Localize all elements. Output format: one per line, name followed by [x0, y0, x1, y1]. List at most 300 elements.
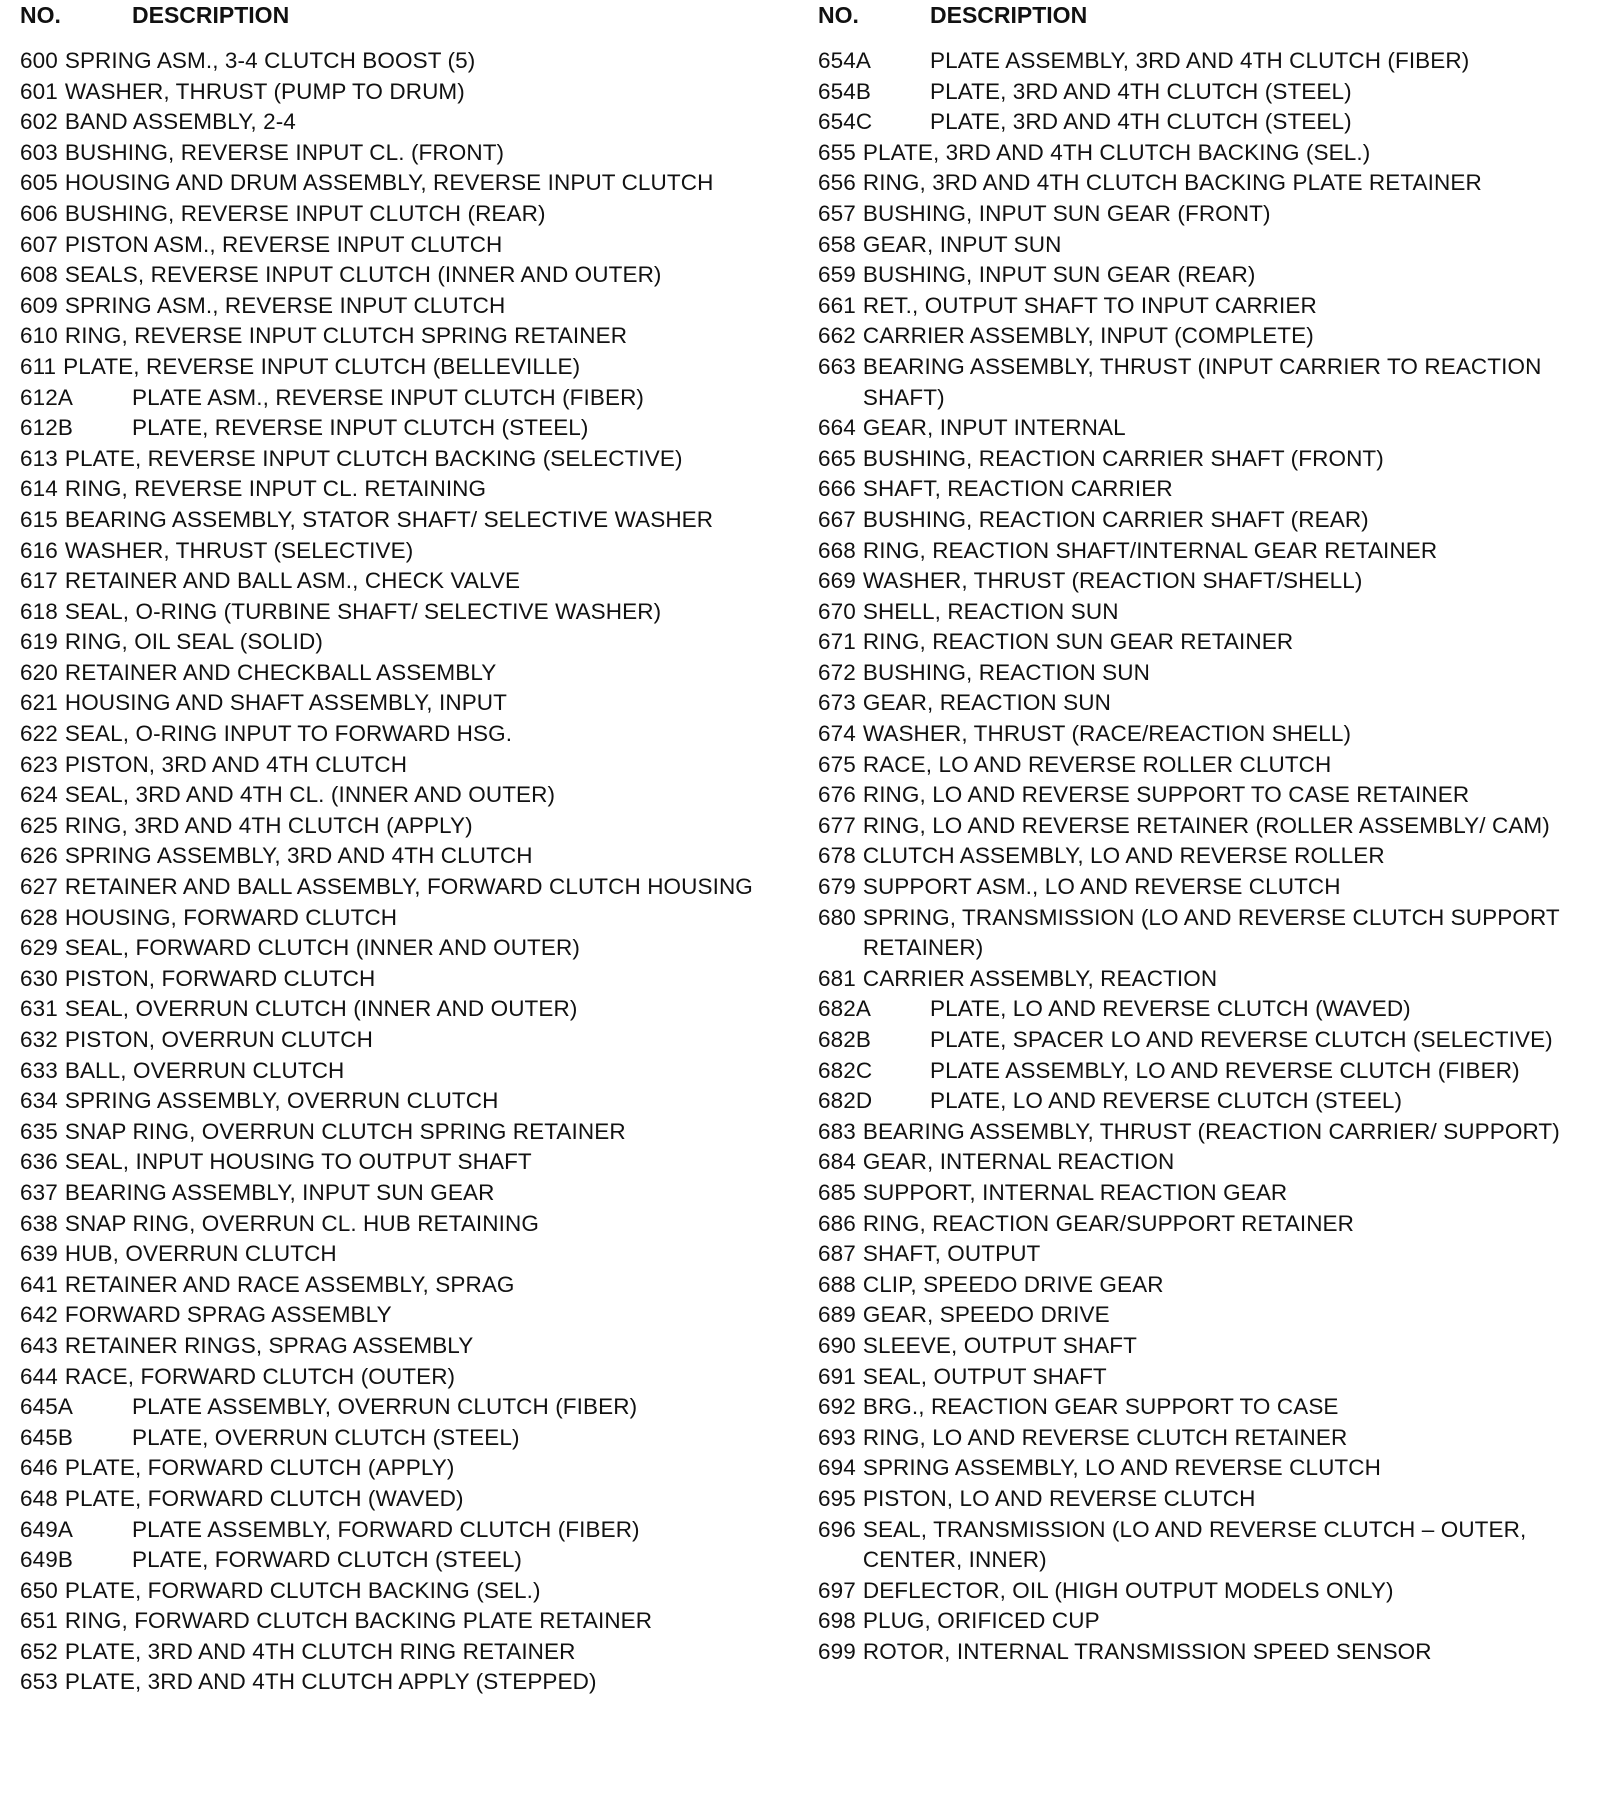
part-number: 638: [20, 1210, 58, 1236]
list-item: [818, 1270, 1588, 1301]
list-item: [20, 1515, 780, 1546]
part-description: SEAL, OVERRUN CLUTCH (INNER AND OUTER): [64, 996, 578, 1022]
part-description: PLATE, LO AND REVERSE CLUTCH (STEEL): [930, 1088, 1403, 1114]
list-item: [20, 658, 780, 689]
part-description: CARRIER ASSEMBLY, REACTION: [862, 965, 1218, 991]
part-description: BUSHING, REVERSE INPUT CL. (FRONT): [64, 139, 505, 165]
part-number: 607: [20, 231, 58, 257]
part-description: SEAL, FORWARD CLUTCH (INNER AND OUTER): [64, 935, 580, 961]
list-item: [818, 168, 1588, 199]
part-number: 673: [818, 690, 856, 716]
part-number: 618: [20, 598, 58, 624]
part-description: PLUG, ORIFICED CUP: [862, 1608, 1100, 1634]
list-item: [818, 107, 1588, 138]
part-number: 629: [20, 935, 58, 961]
part-description: BAND ASSEMBLY, 2-4: [64, 109, 296, 135]
list-item: [818, 1117, 1588, 1148]
list-item: [20, 1086, 780, 1117]
part-number: 648: [20, 1485, 58, 1511]
part-number: 686: [818, 1210, 856, 1236]
list-item: [818, 903, 1588, 964]
part-number: 678: [818, 843, 856, 869]
list-item: [20, 872, 780, 903]
part-number: 637: [20, 1179, 58, 1205]
part-description: PLATE, LO AND REVERSE CLUTCH (WAVED): [930, 996, 1411, 1022]
part-number: 657: [818, 200, 856, 226]
part-number: 639: [20, 1241, 58, 1267]
list-item: [20, 199, 780, 230]
part-description: SEAL, 3RD AND 4TH CL. (INNER AND OUTER): [64, 782, 556, 808]
part-description: RING, LO AND REVERSE CLUTCH RETAINER: [862, 1424, 1348, 1450]
part-number: 655: [818, 139, 856, 165]
list-item: [20, 750, 780, 781]
part-number: 617: [20, 568, 58, 594]
part-number: 620: [20, 659, 58, 685]
part-description: GEAR, SPEEDO DRIVE: [862, 1302, 1110, 1328]
part-number: 676: [818, 782, 856, 808]
part-number: 610: [20, 323, 58, 349]
list-item: [818, 46, 1588, 77]
part-number: 603: [20, 139, 58, 165]
part-number: 681: [818, 965, 856, 991]
part-number: 630: [20, 965, 58, 991]
part-description: WASHER, THRUST (PUMP TO DRUM): [64, 78, 465, 104]
part-description: RING, REACTION GEAR/SUPPORT RETAINER: [862, 1210, 1355, 1236]
list-item: [818, 872, 1588, 903]
part-number: 622: [20, 721, 58, 747]
list-item: [818, 750, 1588, 781]
list-item: [20, 1423, 780, 1454]
list-item: [818, 1178, 1588, 1209]
part-description: SNAP RING, OVERRUN CLUTCH SPRING RETAINER: [64, 1118, 626, 1144]
parts-list-right-column: [818, 0, 1588, 1667]
part-number: 669: [818, 568, 856, 594]
list-item: [20, 1147, 780, 1178]
part-description: BUSHING, REACTION CARRIER SHAFT (FRONT): [862, 445, 1384, 471]
list-item: [818, 1239, 1588, 1270]
part-number: 636: [20, 1149, 58, 1175]
part-number: 654B: [818, 78, 871, 104]
part-description: WASHER, THRUST (SELECTIVE): [64, 537, 414, 563]
part-number: 644: [20, 1363, 58, 1389]
list-item: [20, 1117, 780, 1148]
list-item: [20, 1484, 780, 1515]
part-description: PLATE, 3RD AND 4TH CLUTCH APPLY (STEPPED): [64, 1669, 597, 1695]
part-number: 679: [818, 874, 856, 900]
part-description: HOUSING, FORWARD CLUTCH: [64, 904, 398, 930]
list-item: [20, 994, 780, 1025]
part-number: 624: [20, 782, 58, 808]
part-description: SPRING ASSEMBLY, LO AND REVERSE CLUTCH: [862, 1455, 1381, 1481]
part-number: 619: [20, 629, 58, 655]
part-number: 614: [20, 476, 58, 502]
no-header: NO.: [818, 2, 859, 28]
part-description: SHAFT, REACTION CARRIER: [862, 476, 1173, 502]
list-item: [818, 1484, 1588, 1515]
part-description: BRG., REACTION GEAR SUPPORT TO CASE: [862, 1394, 1339, 1420]
part-description: SLEEVE, OUTPUT SHAFT: [862, 1332, 1137, 1358]
part-description: RACE, FORWARD CLUTCH (OUTER): [64, 1363, 456, 1389]
list-item: [818, 1025, 1588, 1056]
list-item: [20, 321, 780, 352]
part-number: 645A: [20, 1394, 73, 1420]
part-number: 628: [20, 904, 58, 930]
part-description: PLATE, 3RD AND 4TH CLUTCH RING RETAINER: [64, 1638, 576, 1664]
part-number: 658: [818, 231, 856, 257]
part-number: 699: [818, 1638, 856, 1664]
part-number: 675: [818, 751, 856, 777]
part-description: PLATE, 3RD AND 4TH CLUTCH BACKING (SEL.): [862, 139, 1371, 165]
part-number: 642: [20, 1302, 58, 1328]
part-number: 602: [20, 109, 58, 135]
list-item: [818, 597, 1588, 628]
part-number: 632: [20, 1027, 58, 1052]
part-number: 691: [818, 1363, 856, 1389]
part-number: 612A: [20, 384, 73, 410]
part-description: BEARING ASSEMBLY, THRUST (REACTION CARRIER/ SUPPORT): [862, 1118, 1560, 1144]
parts-list-left-column: [20, 0, 780, 1698]
part-number: 692: [818, 1394, 856, 1420]
list-item: [818, 1423, 1588, 1454]
list-item: [818, 658, 1588, 689]
list-item: [20, 77, 780, 108]
parts-list: [818, 46, 1588, 1667]
list-item: [20, 383, 780, 414]
part-number: 659: [818, 262, 856, 288]
part-number: 684: [818, 1149, 856, 1175]
part-description: SEAL, INPUT HOUSING TO OUTPUT SHAFT: [64, 1149, 532, 1175]
part-number: 682C: [818, 1057, 873, 1083]
list-item: [20, 1056, 780, 1087]
part-description: SPRING ASM., REVERSE INPUT CLUTCH: [64, 292, 506, 318]
part-number: 662: [818, 323, 856, 349]
part-description: SEAL, O-RING INPUT TO FORWARD HSG.: [64, 721, 513, 747]
part-number: 677: [818, 812, 856, 838]
part-description: PLATE, SPACER LO AND REVERSE CLUTCH (SELECTIVE): [930, 1027, 1553, 1052]
part-description: FORWARD SPRAG ASSEMBLY: [64, 1302, 392, 1328]
part-number: 698: [818, 1608, 856, 1634]
part-description: SHELL, REACTION SUN: [862, 598, 1119, 624]
list-item: [20, 536, 780, 567]
part-description: CLIP, SPEEDO DRIVE GEAR: [862, 1271, 1164, 1297]
part-description: HUB, OVERRUN CLUTCH: [64, 1241, 337, 1267]
list-item: [818, 566, 1588, 597]
part-number: 682A: [818, 996, 871, 1022]
part-number: 667: [818, 506, 856, 532]
part-description: PLATE, FORWARD CLUTCH BACKING (SEL.): [64, 1577, 541, 1603]
list-item: [818, 260, 1588, 291]
part-description: CARRIER ASSEMBLY, INPUT (COMPLETE): [862, 323, 1314, 349]
part-number: 683: [818, 1118, 856, 1144]
part-number: 656: [818, 170, 856, 196]
list-item: [20, 1209, 780, 1240]
part-number: 672: [818, 659, 856, 685]
part-description: BUSHING, INPUT SUN GEAR (FRONT): [862, 200, 1271, 226]
part-description: RING, FORWARD CLUTCH BACKING PLATE RETAINER: [64, 1608, 653, 1634]
list-item: [20, 1331, 780, 1362]
list-item: [20, 1178, 780, 1209]
list-item: [20, 168, 780, 199]
list-item: [20, 841, 780, 872]
part-description: RETAINER AND BALL ASM., CHECK VALVE: [64, 568, 521, 594]
part-description: BUSHING, REACTION CARRIER SHAFT (REAR): [862, 506, 1369, 532]
part-description: CLUTCH ASSEMBLY, LO AND REVERSE ROLLER: [862, 843, 1385, 869]
part-number: 682B: [818, 1027, 871, 1052]
part-description: PLATE, 3RD AND 4TH CLUTCH (STEEL): [930, 109, 1352, 135]
part-description: SUPPORT ASM., LO AND REVERSE CLUTCH: [862, 874, 1341, 900]
part-number: 697: [818, 1577, 856, 1603]
list-item: [20, 138, 780, 169]
list-item: [818, 199, 1588, 230]
part-description: RET., OUTPUT SHAFT TO INPUT CARRIER: [862, 292, 1317, 318]
part-number: 643: [20, 1332, 58, 1358]
list-item: [818, 994, 1588, 1025]
list-item: [818, 77, 1588, 108]
part-description: PISTON ASM., REVERSE INPUT CLUTCH: [64, 231, 503, 257]
list-item: [20, 688, 780, 719]
part-description: GEAR, INTERNAL REACTION: [862, 1149, 1175, 1175]
part-number: 625: [20, 812, 58, 838]
part-number: 651: [20, 1608, 58, 1634]
part-number: 688: [818, 1271, 856, 1297]
part-description: SNAP RING, OVERRUN CL. HUB RETAINING: [64, 1210, 539, 1236]
list-item: [20, 933, 780, 964]
list-item: [818, 780, 1588, 811]
no-header: NO.: [20, 2, 61, 28]
list-item: [20, 1362, 780, 1393]
part-number: 606: [20, 200, 58, 226]
list-item: [818, 719, 1588, 750]
part-number: 601: [20, 78, 58, 104]
list-item: [20, 597, 780, 628]
part-number: 626: [20, 843, 58, 869]
part-number: 633: [20, 1057, 58, 1083]
list-item: [818, 841, 1588, 872]
part-description: PLATE, FORWARD CLUTCH (WAVED): [64, 1485, 464, 1511]
list-item: [20, 1300, 780, 1331]
list-item: [818, 1392, 1588, 1423]
part-description: WASHER, THRUST (REACTION SHAFT/SHELL): [862, 568, 1363, 594]
part-description: RETAINER AND CHECKBALL ASSEMBLY: [64, 659, 497, 685]
part-number: 695: [818, 1485, 856, 1511]
part-number: 653: [20, 1669, 58, 1695]
part-number: 600: [20, 48, 58, 73]
list-item: [20, 107, 780, 138]
part-description: RACE, LO AND REVERSE ROLLER CLUTCH: [862, 751, 1332, 777]
list-item: [20, 1453, 780, 1484]
part-description: BEARING ASSEMBLY, INPUT SUN GEAR: [64, 1179, 495, 1205]
list-item: [20, 1545, 780, 1576]
part-description: RING, REVERSE INPUT CL. RETAINING: [64, 476, 487, 502]
list-item: [818, 1331, 1588, 1362]
list-item: [818, 1515, 1588, 1576]
part-number: 654A: [818, 48, 871, 73]
part-description: PISTON, FORWARD CLUTCH: [64, 965, 376, 991]
part-description: SEALS, REVERSE INPUT CLUTCH (INNER AND OUTER): [64, 262, 662, 288]
list-item: [20, 719, 780, 750]
list-item: [20, 46, 780, 77]
part-description: PLATE, OVERRUN CLUTCH (STEEL): [132, 1424, 520, 1450]
part-number: 682D: [818, 1088, 873, 1114]
list-item: [818, 1453, 1588, 1484]
part-description: SEAL, OUTPUT SHAFT: [862, 1363, 1107, 1389]
part-number: 652: [20, 1638, 58, 1664]
part-description: WASHER, THRUST (RACE/REACTION SHELL): [862, 721, 1352, 747]
list-item: [20, 1576, 780, 1607]
list-item: [818, 444, 1588, 475]
part-description: RING, LO AND REVERSE SUPPORT TO CASE RETAINER: [862, 782, 1470, 808]
part-description: RING, LO AND REVERSE RETAINER (ROLLER ASSEMBLY/ CAM): [862, 812, 1550, 838]
part-description: RETAINER RINGS, SPRAG ASSEMBLY: [64, 1332, 474, 1358]
part-number: 685: [818, 1179, 856, 1205]
part-description: GEAR, INPUT SUN: [862, 231, 1062, 257]
list-item: [818, 1147, 1588, 1178]
list-item: [818, 811, 1588, 842]
part-number: 670: [818, 598, 856, 624]
part-number: 694: [818, 1455, 856, 1481]
part-number: 654C: [818, 109, 873, 135]
list-item: [20, 1667, 780, 1698]
part-number: 664: [818, 415, 856, 441]
list-item: [20, 964, 780, 995]
part-number: 689: [818, 1302, 856, 1328]
part-description: SUPPORT, INTERNAL REACTION GEAR: [862, 1179, 1288, 1205]
part-description: BUSHING, REACTION SUN: [862, 659, 1150, 685]
part-description: PLATE, FORWARD CLUTCH (APPLY): [64, 1455, 455, 1481]
part-number: 650: [20, 1577, 58, 1603]
description-header: DESCRIPTION: [930, 2, 1088, 28]
part-description: PLATE ASSEMBLY, FORWARD CLUTCH (FIBER): [132, 1516, 640, 1542]
part-number: 631: [20, 996, 58, 1022]
list-item: [20, 811, 780, 842]
part-number: 663: [818, 353, 856, 379]
part-description: GEAR, INPUT INTERNAL: [862, 415, 1126, 441]
list-item: [818, 1209, 1588, 1240]
part-description: PISTON, OVERRUN CLUTCH: [64, 1027, 373, 1052]
list-item: [20, 1239, 780, 1270]
part-number: 608: [20, 262, 58, 288]
part-number: 680: [818, 904, 856, 930]
part-description: RING, OIL SEAL (SOLID): [64, 629, 323, 655]
part-description: SPRING ASSEMBLY, OVERRUN CLUTCH: [64, 1088, 499, 1114]
list-item: [818, 1300, 1588, 1331]
part-description: SEAL, O-RING (TURBINE SHAFT/ SELECTIVE WASHER): [64, 598, 662, 624]
part-number: 649A: [20, 1516, 73, 1542]
description-header: DESCRIPTION: [132, 2, 290, 28]
part-description: PLATE, FORWARD CLUTCH (STEEL): [132, 1547, 523, 1573]
list-item: [20, 903, 780, 934]
part-description: HOUSING AND SHAFT ASSEMBLY, INPUT: [64, 690, 508, 716]
list-item: [20, 230, 780, 261]
part-number: 621: [20, 690, 58, 716]
list-item: [818, 964, 1588, 995]
list-item: [20, 260, 780, 291]
part-description: PLATE, REVERSE INPUT CLUTCH (STEEL): [132, 415, 589, 441]
list-item: [818, 230, 1588, 261]
list-item: [818, 627, 1588, 658]
part-description: PISTON, LO AND REVERSE CLUTCH: [862, 1485, 1256, 1511]
part-number: 696: [818, 1516, 856, 1542]
list-item: [20, 474, 780, 505]
column-header: [818, 0, 1588, 34]
part-description: RETAINER AND BALL ASSEMBLY, FORWARD CLUTCH HOUSING: [64, 874, 753, 900]
part-description: GEAR, REACTION SUN: [862, 690, 1111, 716]
list-item: [20, 780, 780, 811]
part-description: PLATE, 3RD AND 4TH CLUTCH (STEEL): [930, 78, 1352, 104]
part-number: 634: [20, 1088, 58, 1114]
part-description: BUSHING, INPUT SUN GEAR (REAR): [862, 262, 1256, 288]
part-description: RETAINER AND RACE ASSEMBLY, SPRAG: [64, 1271, 515, 1297]
part-number: 665: [818, 445, 856, 471]
list-item: [818, 1606, 1588, 1637]
part-number: 609: [20, 292, 58, 318]
part-description: SPRING, TRANSMISSION (LO AND REVERSE CLUTCH SUPPORT RETAINER): [862, 904, 1560, 961]
part-description: BUSHING, REVERSE INPUT CLUTCH (REAR): [64, 200, 546, 226]
list-item: [818, 536, 1588, 567]
part-number: 615: [20, 506, 58, 532]
list-item: [20, 1270, 780, 1301]
list-item: [20, 1025, 780, 1056]
list-item: [20, 413, 780, 444]
list-item: [818, 352, 1588, 413]
list-item: [818, 505, 1588, 536]
part-number: 645B: [20, 1424, 73, 1450]
part-description: PLATE ASSEMBLY, LO AND REVERSE CLUTCH (FIBER): [930, 1057, 1520, 1083]
part-number: 605: [20, 170, 58, 196]
list-item: [20, 1606, 780, 1637]
list-item: [20, 566, 780, 597]
part-number: 693: [818, 1424, 856, 1450]
part-description: DEFLECTOR, OIL (HIGH OUTPUT MODELS ONLY): [862, 1577, 1394, 1603]
part-description: BEARING ASSEMBLY, STATOR SHAFT/ SELECTIVE WASHER: [64, 506, 714, 532]
list-item: [818, 688, 1588, 719]
list-item: [20, 291, 780, 322]
part-number: 671: [818, 629, 856, 655]
part-description: BALL, OVERRUN CLUTCH: [64, 1057, 345, 1083]
part-description: RING, 3RD AND 4TH CLUTCH (APPLY): [64, 812, 473, 838]
list-item: [818, 413, 1588, 444]
list-item: [20, 1637, 780, 1668]
part-number: 666: [818, 476, 856, 502]
part-number: 635: [20, 1118, 58, 1144]
part-description: PLATE, REVERSE INPUT CLUTCH BACKING (SELECTIVE): [64, 445, 683, 471]
list-item: [818, 474, 1588, 505]
list-item: [818, 291, 1588, 322]
list-item: [20, 444, 780, 475]
part-number: 674: [818, 721, 856, 747]
column-header: [20, 0, 780, 34]
part-number: 613: [20, 445, 58, 471]
parts-list: [20, 46, 780, 1698]
part-description: SHAFT, OUTPUT: [862, 1241, 1041, 1267]
part-number: 616: [20, 537, 58, 563]
part-description: RING, REACTION SHAFT/INTERNAL GEAR RETAINER: [862, 537, 1438, 563]
part-number: 623: [20, 751, 58, 777]
part-description: RING, REVERSE INPUT CLUTCH SPRING RETAINER: [64, 323, 628, 349]
part-description: BEARING ASSEMBLY, THRUST (INPUT CARRIER TO REACTION SHAFT): [862, 353, 1542, 410]
part-number: 627: [20, 874, 58, 900]
part-number: 690: [818, 1332, 856, 1358]
part-number: 646: [20, 1455, 58, 1481]
part-description: SPRING ASM., 3-4 CLUTCH BOOST (5): [64, 48, 476, 73]
part-description: ROTOR, INTERNAL TRANSMISSION SPEED SENSOR: [862, 1638, 1432, 1664]
list-item: [818, 1056, 1588, 1087]
list-item: [818, 138, 1588, 169]
part-number: 687: [818, 1241, 856, 1267]
part-description: PLATE ASSEMBLY, 3RD AND 4TH CLUTCH (FIBER): [930, 48, 1470, 73]
part-number: 661: [818, 292, 856, 318]
list-item: [20, 352, 780, 383]
